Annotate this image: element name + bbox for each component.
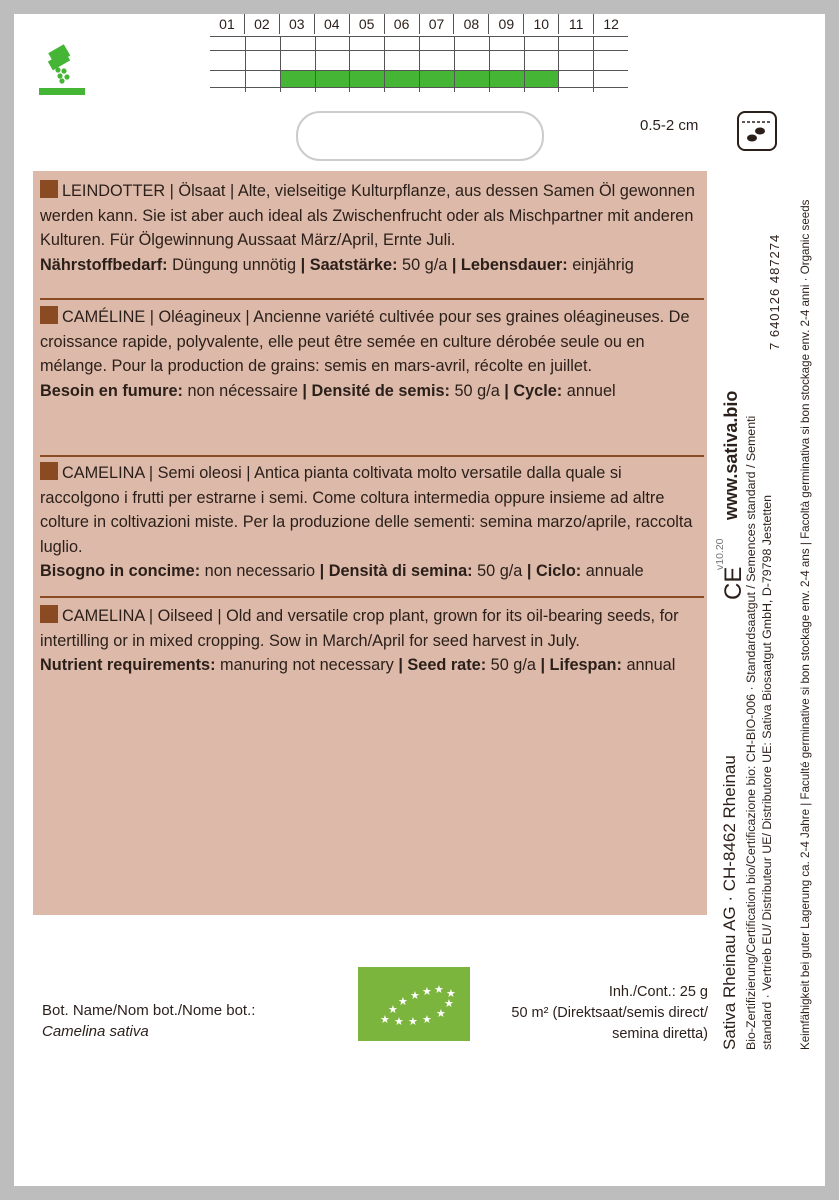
svg-text:★: ★	[388, 1003, 398, 1016]
section-marker	[40, 605, 58, 623]
section-text: CAMÉLINE | Oléagineux | Ancienne variété cultivée pour ses graines oléagineuses. De croissance rapide, polyvalente, elle peut être semée en culture dérobée seule ou en mélange. Pour la production de grains: semis en mars-avril, récolte en juillet.	[40, 308, 690, 375]
svg-text:★: ★	[394, 1015, 404, 1028]
contents-area-cont: semina diretta)	[612, 1026, 708, 1042]
calendar-grid	[210, 36, 628, 92]
calendar-column-line	[245, 36, 246, 92]
section-french	[40, 305, 702, 403]
fact-value: non necessario	[200, 562, 320, 580]
fact-value: 50 g/a	[449, 381, 505, 400]
section-marker	[40, 306, 58, 324]
sowing-calendar	[210, 14, 628, 92]
eu-organic-logo-icon	[358, 967, 470, 1041]
fact-label: | Lifespan:	[540, 656, 622, 674]
section-marker	[40, 180, 58, 198]
month-label: 07	[419, 14, 454, 34]
fact-label: | Ciclo:	[526, 562, 582, 580]
svg-text:★: ★	[434, 983, 444, 996]
calendar-column-line	[384, 36, 385, 92]
section-text: CAMELINA | Semi oleosi | Antica pianta coltivata molto versatile dalla quale si raccolgono i frutti per estrarne i semi. Come coltura intermedia oppure insieme ad altre colture in coltivazioni miste. Per la produzione delle sementi: semina marzo/aprile, raccolta luglio.	[40, 464, 693, 556]
company-address: Sativa Rheinau AG · CH-8462 Rheinau	[720, 755, 739, 1050]
fact-value: non nécessaire	[182, 381, 303, 400]
svg-text:★: ★	[436, 1007, 446, 1020]
month-label: 08	[453, 14, 488, 34]
section-italian	[40, 461, 702, 584]
section-divider	[40, 298, 704, 300]
month-label: 10	[523, 14, 558, 34]
month-label: 02	[244, 14, 279, 34]
section-divider	[40, 596, 704, 598]
svg-text:★: ★	[408, 1015, 418, 1028]
month-label: 03	[279, 14, 314, 34]
fact-value: 50 g/a	[486, 656, 541, 674]
month-label: 04	[314, 14, 349, 34]
section-facts	[40, 559, 702, 584]
seed-depth-icon	[736, 110, 778, 152]
calendar-column-line	[349, 36, 350, 92]
barcode-wrap	[752, 170, 792, 350]
month-label: 06	[384, 14, 419, 34]
month-label: 09	[488, 14, 523, 34]
germination-note: Keimfähigkeit bei guter Lagerung ca. 2-4 Jahre | Faculté germinative si bon stockage env. 2-4 ans | Facoltà germinativa si bon stockage env. 2-4 anni · Organic seeds	[799, 199, 812, 1050]
section-facts	[40, 379, 702, 404]
botanical-label: Bot. Name/Nom bot./Nome bot.:	[42, 1002, 256, 1019]
fact-value: einjährig	[567, 255, 634, 274]
month-label: 12	[593, 14, 628, 34]
ce-mark-icon: CE	[720, 566, 747, 600]
month-label: 05	[349, 14, 384, 34]
section-facts	[40, 653, 702, 678]
contents-block	[511, 982, 708, 1045]
section-divider	[40, 455, 704, 457]
fact-label: | Densità di semina:	[319, 562, 473, 580]
botanical-name-block	[42, 1000, 255, 1042]
svg-text:★: ★	[444, 997, 454, 1010]
fact-value: 50 g/a	[472, 562, 527, 580]
fact-value: annuale	[581, 562, 644, 580]
section-text: CAMELINA | Oilseed | Old and versatile crop plant, grown for its oil-bearing seeds, for intertilling or in mixed cropping. Sow in March/April for seed harvest in July.	[40, 607, 679, 650]
contents-area: 50 m² (Direktsaat/semis direct/	[511, 1005, 708, 1021]
calendar-column-line	[593, 36, 594, 92]
svg-text:★: ★	[422, 1013, 432, 1026]
fact-value: annuel	[562, 381, 616, 400]
botanical-name: Camelina sativa	[42, 1023, 149, 1040]
fact-label: | Lebensdauer:	[451, 255, 568, 274]
calendar-column-line	[454, 36, 455, 92]
svg-text:★: ★	[398, 995, 408, 1008]
fact-label: Bisogno in concime:	[40, 562, 201, 580]
fact-value: Düngung unnötig	[167, 255, 301, 274]
certification-line-1: Bio-Zertifizierung/Certification bio/Certificazione bio: CH-BIO-006 · Standardsaatgut / Semences standard / Sementi	[744, 415, 758, 1050]
calendar-column-line	[558, 36, 559, 92]
calendar-column-line	[524, 36, 525, 92]
fact-label: Nutrient requirements:	[40, 656, 216, 674]
section-english	[40, 604, 702, 678]
fact-label: | Densité de semis:	[302, 381, 450, 400]
calendar-column-line	[489, 36, 490, 92]
fact-label: | Saatstärke:	[300, 255, 398, 274]
contents-weight: Inh./Cont.: 25 g	[608, 984, 708, 1000]
calendar-months	[210, 14, 628, 34]
calendar-column-line	[315, 36, 316, 92]
direct-sowing-icon	[38, 44, 86, 96]
fact-value: annual	[621, 656, 676, 674]
certification-line-2: standard · Vertrieb EU/ Distributeur UE/ Distributore UE: Sativa Biosaatgut GmbH, D-79798 Jestetten	[760, 494, 774, 1050]
fact-value: manuring not necessary	[215, 656, 399, 674]
svg-text:★: ★	[380, 1013, 390, 1026]
section-text: LEINDOTTER | Ölsaat | Alte, vielseitige Kulturpflanze, aus dessen Samen Öl gewonnen werden kann. Sie ist aber auch ideal als Zwischenfrucht oder als Mischpartner mit anderen Kulturen. Für Ölgewinnung Aussaat März/April, Ernte Juli.	[40, 182, 695, 249]
section-facts	[40, 253, 702, 278]
fact-label: Nährstoffbedarf:	[40, 255, 168, 274]
website-url: www.sativa.bio	[721, 390, 741, 520]
svg-text:★: ★	[422, 985, 432, 998]
svg-text:★: ★	[446, 987, 456, 1000]
fact-label: | Cycle:	[504, 381, 563, 400]
version-wrap	[712, 540, 732, 570]
calendar-column-line	[419, 36, 420, 92]
fact-value: 50 g/a	[397, 255, 452, 274]
section-german	[40, 179, 702, 277]
section-marker	[40, 462, 58, 480]
svg-text:★: ★	[410, 989, 420, 1002]
ce-mark-wrap	[720, 566, 748, 608]
packet-hang-hole	[296, 111, 544, 161]
description-panel	[33, 171, 707, 915]
barcode-number: 7 640126 487274	[767, 233, 782, 350]
fact-label: Besoin en fumure:	[40, 381, 183, 400]
month-label: 11	[558, 14, 593, 34]
calendar-column-line	[280, 36, 281, 92]
sowing-depth-label: 0.5-2 cm	[640, 117, 699, 134]
month-label: 01	[219, 16, 235, 32]
fact-label: | Seed rate:	[398, 656, 487, 674]
version-label: v10.20	[714, 538, 726, 570]
